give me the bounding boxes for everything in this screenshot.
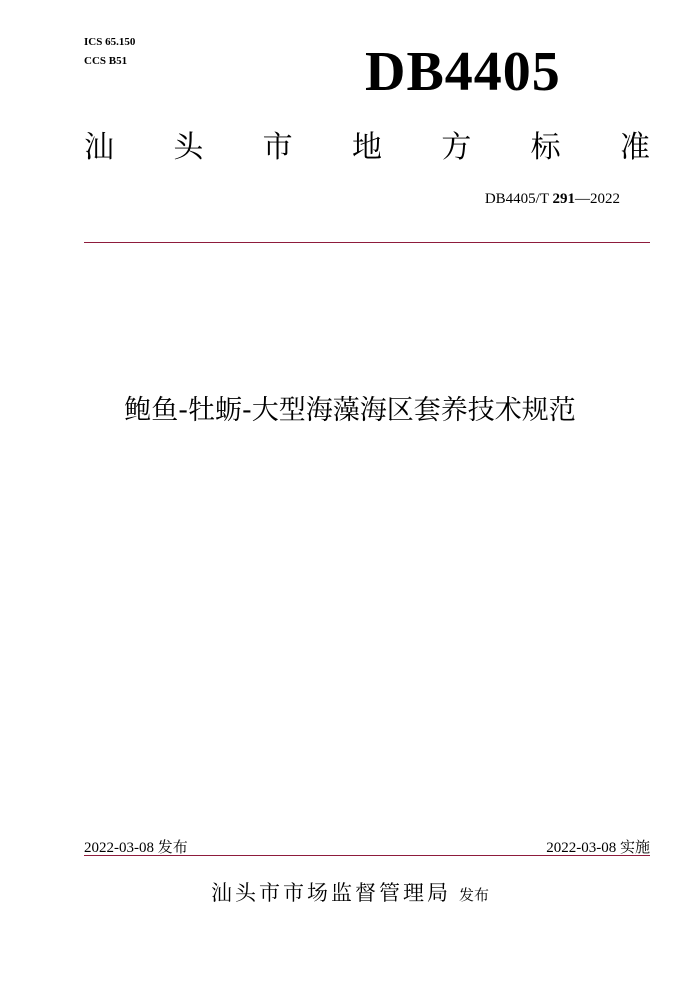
standard-type-char: 市: [262, 130, 293, 165]
implementation-date: 2022-03-08 实施: [546, 840, 650, 856]
standard-type-char: 标: [530, 130, 561, 165]
standard-number-value: 291: [552, 191, 575, 207]
ccs-code: CCS B51: [84, 55, 128, 67]
document-title: 鲍鱼-牡蛎-大型海藻海区套养技术规范: [124, 395, 576, 426]
bottom-divider: [84, 855, 650, 856]
standard-number: [485, 191, 620, 208]
db-code: DB4405: [365, 41, 561, 103]
standard-type: [84, 128, 650, 168]
standard-type-char: 准: [619, 130, 650, 165]
issuer: [0, 877, 700, 907]
standard-type-char: 汕: [84, 130, 114, 165]
standard-number-prefix: DB4405/T: [484, 191, 553, 207]
issuer-name: 汕头市市场监督管理局: [210, 881, 451, 905]
issuer-suffix: 发布: [458, 886, 489, 904]
standard-type-char: 头: [173, 130, 204, 165]
issue-date: 2022-03-08 发布: [84, 840, 188, 856]
ics-code: ICS 65.150: [84, 36, 136, 48]
standard-type-char: 地: [351, 130, 382, 165]
top-divider: [84, 242, 650, 243]
standard-number-year: —2022: [575, 191, 620, 207]
standard-type-char: 方: [441, 130, 472, 165]
